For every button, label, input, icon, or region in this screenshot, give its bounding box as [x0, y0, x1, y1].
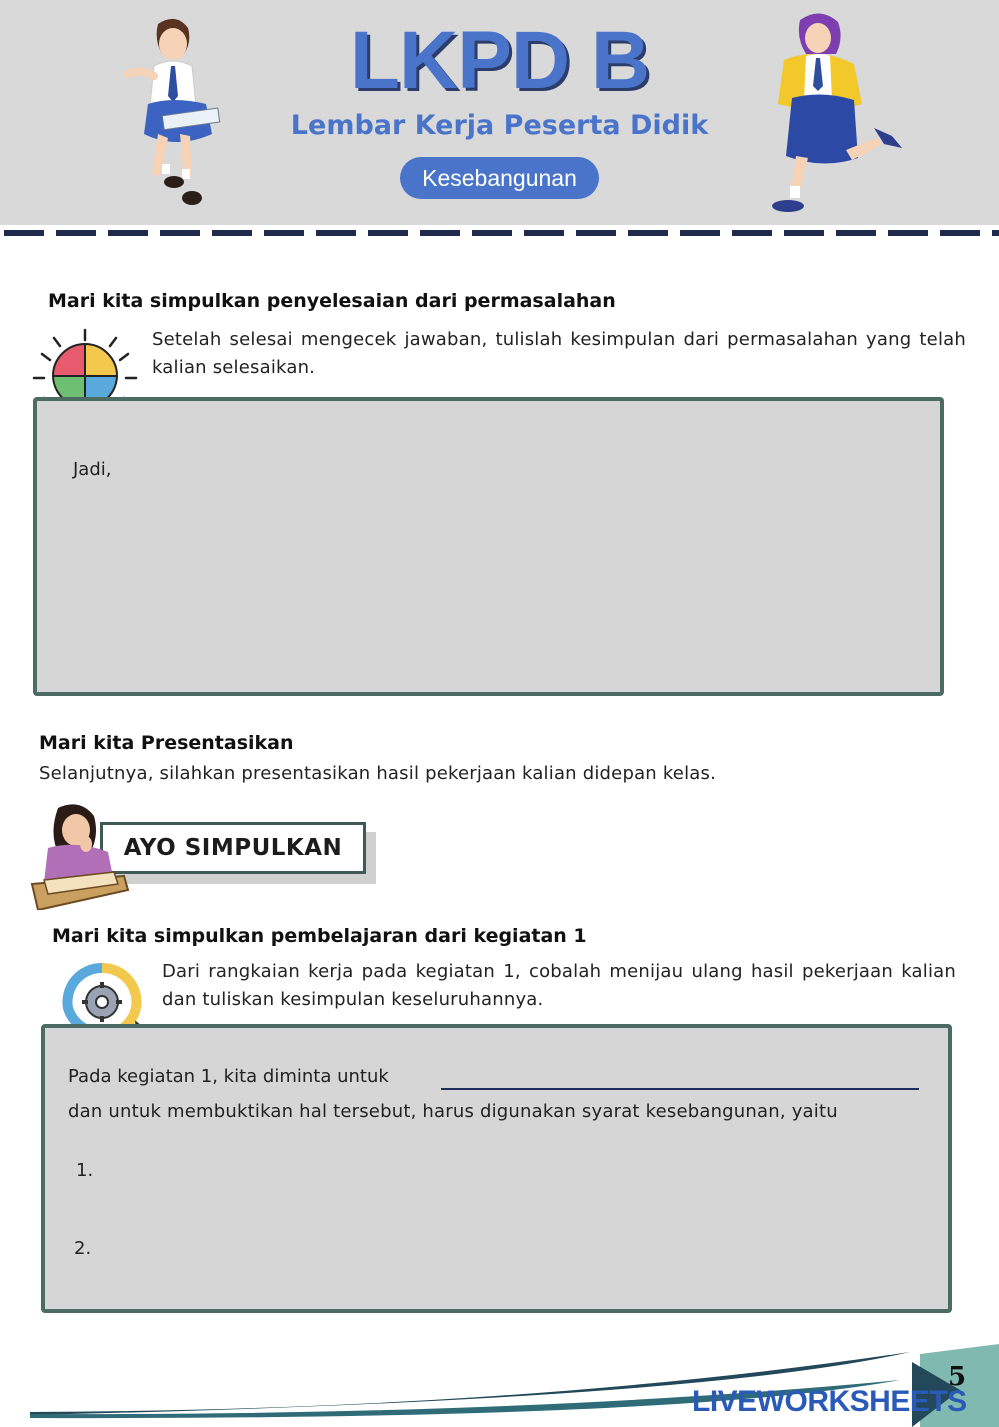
ayo-simpulkan-banner — [100, 822, 366, 874]
thinking-girl-illustration — [30, 800, 130, 910]
learning-item-2: 2. — [74, 1238, 92, 1259]
conclusion-instruction: Setelah selesai mengecek jawaban, tulislah kesimpulan dari permasalahan yang telah kalian selesaikan. — [152, 329, 966, 378]
ayo-simpulkan-label: AYO SIMPULKAN — [123, 835, 343, 861]
learning-answer-box[interactable] — [41, 1024, 952, 1313]
present-heading: Mari kita Presentasikan — [39, 732, 294, 754]
conclusion-heading: Mari kita simpulkan penyelesaian dari permasalahan — [48, 290, 616, 312]
student-running-illustration — [762, 10, 912, 215]
worksheet-subtitle: Lembar Kerja Peserta Didik — [290, 110, 709, 141]
liveworksheets-logo: LIVEWORKSHEETS — [692, 1385, 967, 1418]
learning-item-1: 1. — [76, 1160, 94, 1181]
worksheet-title: LKPD B — [349, 15, 650, 106]
conclusion-answer-box[interactable] — [33, 397, 944, 696]
page-number: 5 — [948, 1362, 967, 1392]
conclusion-prefix: Jadi, — [73, 459, 112, 480]
header-banner — [0, 0, 999, 225]
topic-badge: Kesebangunan — [400, 157, 599, 199]
learning-heading: Mari kita simpulkan pembelajaran dari kegiatan 1 — [52, 925, 587, 947]
learning-line1: Pada kegiatan 1, kita diminta untuk — [68, 1066, 389, 1087]
present-instruction: Selanjutnya, silahkan presentasikan hasil pekerjaan kalian didepan kelas. — [39, 763, 717, 784]
learning-blank-line[interactable] — [441, 1088, 919, 1090]
learning-line2: dan untuk membuktikan hal tersebut, harus digunakan syarat kesebangunan, yaitu — [68, 1101, 838, 1122]
header-dashed-divider — [0, 230, 999, 236]
learning-instruction: Dari rangkaian kerja pada kegiatan 1, cobalah menijau ulang hasil pekerjaan kalian dan tuliskan kesimpulan keseluruhannya. — [162, 961, 956, 1010]
